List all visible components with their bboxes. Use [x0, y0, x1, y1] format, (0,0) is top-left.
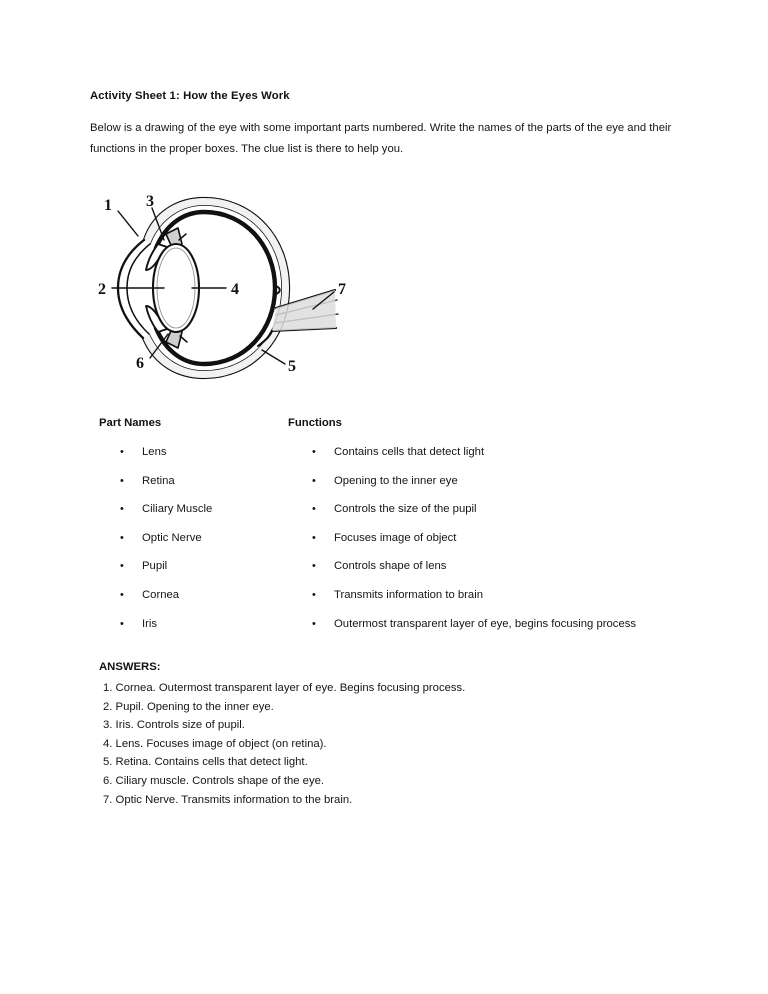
- answer-item: 4. Lens. Focuses image of object (on retina).: [103, 737, 327, 750]
- function-text: Controls shape of lens: [334, 560, 447, 573]
- list-item: [312, 495, 702, 524]
- leader-line-1: [118, 211, 138, 236]
- functions-heading: Functions: [288, 417, 342, 429]
- bullet-icon: •: [120, 446, 124, 458]
- functions-list: [312, 438, 702, 638]
- bullet-icon: •: [312, 474, 316, 487]
- answer-item: 5. Retina. Contains cells that detect light.: [103, 756, 308, 769]
- answers-list: [103, 679, 663, 809]
- list-item: [120, 438, 290, 467]
- bullet-icon: •: [120, 617, 124, 630]
- bullet-icon: •: [120, 474, 124, 487]
- part-name: Pupil: [142, 560, 168, 573]
- intro-paragraph: Below is a drawing of the eye with some important parts numbered. Write the names of the parts of the eye and their functions in the proper boxes. The clue list is there to help you.: [90, 122, 672, 155]
- part-name: Retina: [142, 474, 175, 487]
- diagram-label-7: 7: [338, 281, 346, 298]
- part-name: Iris: [142, 617, 158, 630]
- part-names-list: [120, 438, 290, 638]
- part-name: Ciliary Muscle: [142, 503, 213, 516]
- part-names-heading: Part Names: [99, 417, 162, 429]
- diagram-label-2: 2: [98, 281, 106, 298]
- function-text: Contains cells that detect light: [334, 446, 485, 458]
- list-item: [312, 552, 702, 581]
- answer-item: 1. Cornea. Outermost transparent layer of eye. Begins focusing process.: [103, 682, 466, 694]
- function-text: Controls the size of the pupil: [334, 503, 477, 516]
- diagram-label-6: 6: [136, 355, 144, 372]
- bullet-icon: •: [120, 503, 124, 516]
- function-text: Transmits information to brain: [334, 588, 484, 601]
- answer-item: 2. Pupil. Opening to the inner eye.: [103, 700, 274, 713]
- answers-heading: ANSWERS:: [99, 661, 161, 673]
- part-name: Optic Nerve: [142, 531, 202, 544]
- list-item: [312, 438, 702, 467]
- bullet-icon: •: [120, 531, 124, 544]
- bullet-icon: •: [120, 588, 124, 601]
- function-text: Focuses image of object: [334, 531, 457, 544]
- list-item: [120, 524, 290, 553]
- bullet-icon: •: [312, 503, 316, 516]
- bullet-icon: •: [312, 446, 316, 458]
- list-item: [120, 610, 290, 639]
- function-text: Opening to the inner eye: [334, 474, 458, 487]
- bullet-icon: •: [312, 560, 316, 573]
- bullet-icon: •: [120, 560, 124, 573]
- bullet-icon: •: [312, 617, 316, 630]
- list-item: [120, 467, 290, 496]
- list-item: [120, 552, 290, 581]
- diagram-label-5: 5: [288, 358, 296, 375]
- answer-item: 7. Optic Nerve. Transmits information to the brain.: [103, 793, 353, 806]
- answer-item: 3. Iris. Controls size of pupil.: [103, 719, 245, 732]
- list-item: [312, 524, 702, 553]
- part-name: Cornea: [142, 588, 180, 601]
- list-item: [312, 610, 702, 639]
- list-item: [312, 581, 702, 610]
- bullet-icon: •: [312, 588, 316, 601]
- list-item: [120, 581, 290, 610]
- eye-diagram: [80, 178, 380, 393]
- diagram-label-3: 3: [146, 193, 154, 210]
- page-title: Activity Sheet 1: How the Eyes Work: [90, 90, 290, 102]
- answer-item: 6. Ciliary muscle. Controls shape of the eye.: [103, 774, 325, 787]
- eye-diagram-svg: [80, 178, 380, 393]
- part-name: Lens: [142, 446, 167, 458]
- diagram-label-4: 4: [231, 281, 239, 298]
- list-item: [120, 495, 290, 524]
- leader-line-5: [262, 350, 285, 364]
- diagram-label-1: 1: [104, 197, 112, 214]
- cornea: [118, 240, 150, 338]
- bullet-icon: •: [312, 531, 316, 544]
- list-item: [312, 467, 702, 496]
- function-text: Outermost transparent layer of eye, begins focusing process: [334, 617, 637, 630]
